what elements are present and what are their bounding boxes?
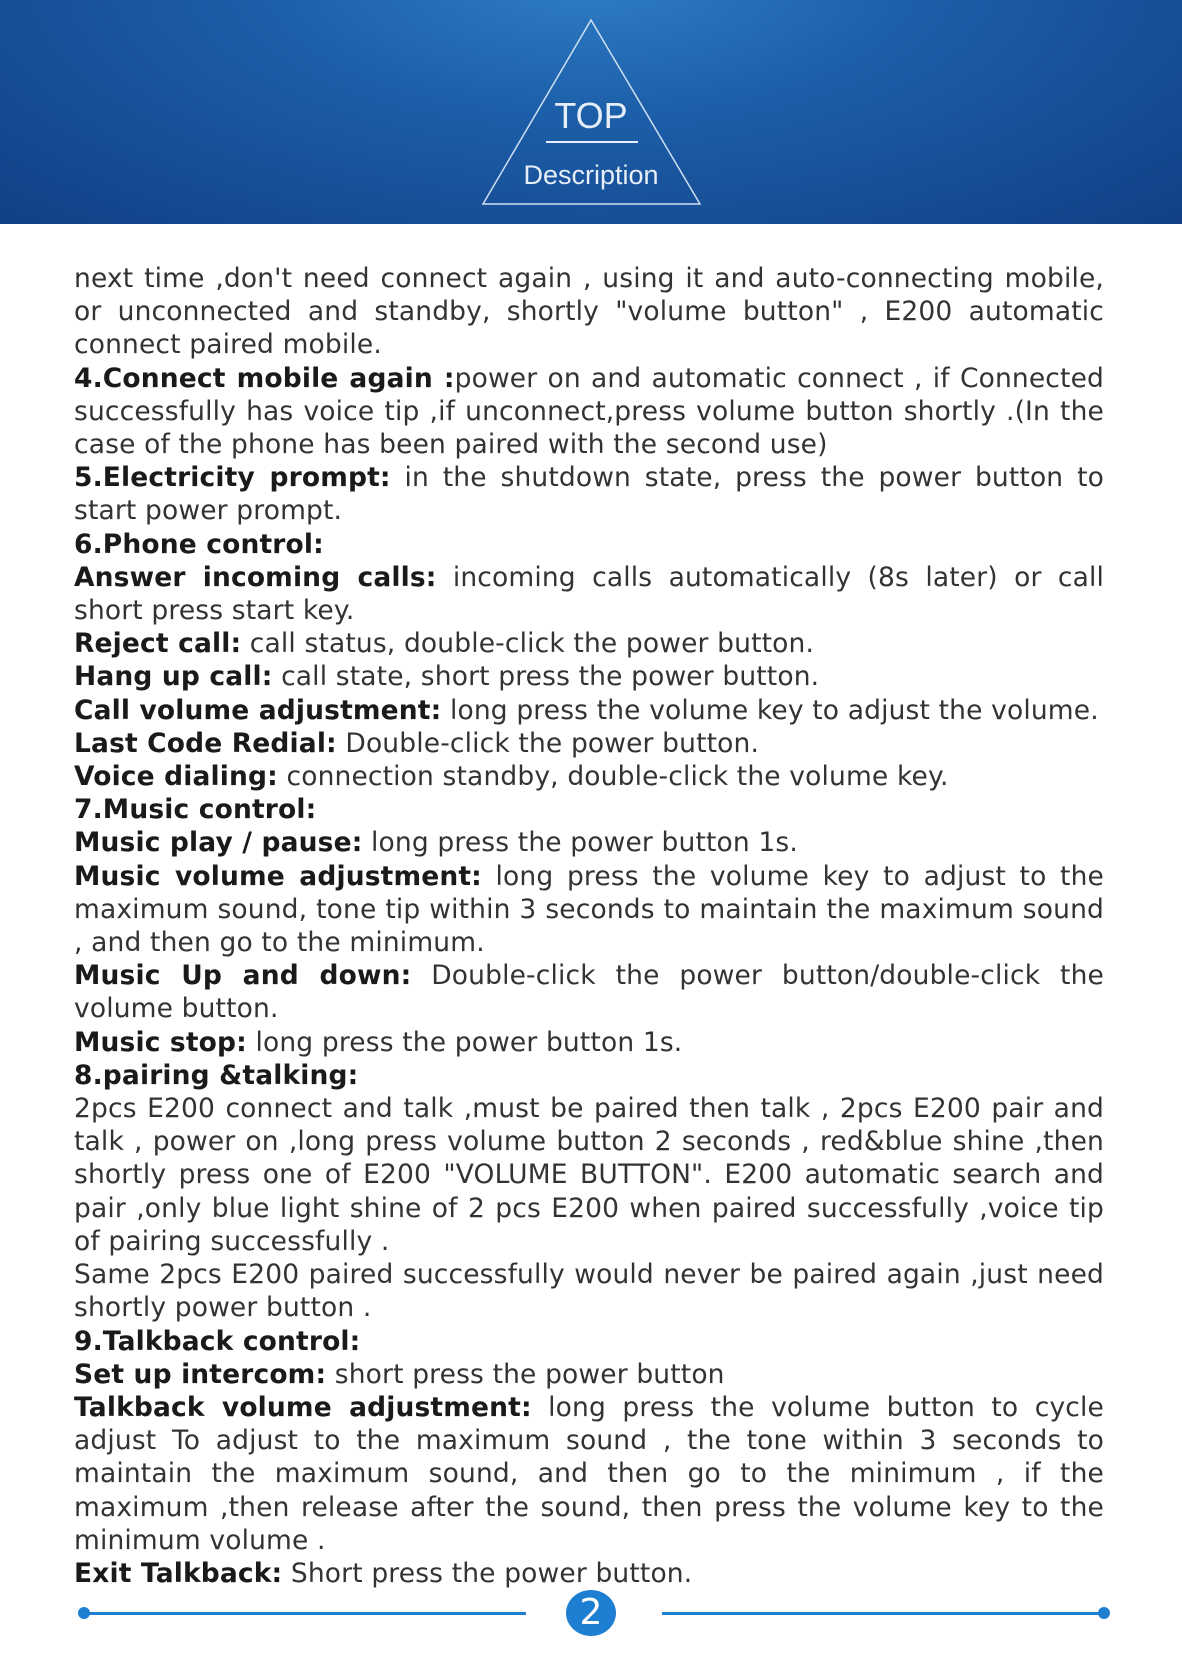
music-stop-item (74, 1026, 1104, 1059)
reject-call-item (74, 627, 1104, 660)
section-8-heading-text: 8.pairing &talking: (74, 1059, 359, 1091)
hang-up-text: call state, short press the power button. (272, 661, 820, 693)
reject-call-text: call status, double-click the power button. (241, 628, 815, 660)
voice-dialing-text: connection standby, double-click the volume key. (277, 761, 949, 793)
talkback-volume-label: Talkback volume adjustment: (74, 1391, 532, 1423)
footer-right-line (662, 1612, 1104, 1615)
top-description-badge (0, 0, 1182, 224)
music-updown-label: Music Up and down: (74, 960, 412, 992)
section-4-text: power on and automatic connect , if Connected successfully has voice tip ,if unconnect,press volume button shortly .(In the case of the phone has been paired with the second use) (74, 362, 1104, 461)
voice-dialing-item (74, 760, 1104, 793)
section-8-heading (74, 1059, 1104, 1092)
redial-item (74, 727, 1104, 760)
call-volume-text: long press the volume key to adjust the volume. (441, 694, 1099, 726)
footer-left-line (84, 1612, 526, 1615)
music-volume-label: Music volume adjustment: (74, 860, 482, 892)
set-intercom-label: Set up intercom: (74, 1358, 327, 1390)
section-5-text: in the shutdown state, press the power button to start power prompt. (74, 462, 1104, 527)
redial-text: Double-click the power button. (336, 727, 760, 759)
music-volume-text: long press the volume key to adjust to the maximum sound, tone tip within 3 seconds to maintain the maximum sound , and then go to the minimum. (74, 860, 1104, 959)
call-volume-item (74, 694, 1104, 727)
answer-calls-label: Answer incoming calls: (74, 561, 437, 593)
music-volume-item (74, 860, 1104, 960)
set-intercom-text: short press the power button (326, 1358, 725, 1390)
section-6-heading-text: 6.Phone control: (74, 528, 324, 560)
music-updown-text: Double-click the power button/double-click the volume button. (74, 960, 1104, 1025)
hang-up-item (74, 660, 1104, 693)
pairing-paragraph-1: 2pcs E200 connect and talk ,must be paired then talk , 2pcs E200 pair and talk , power on ,long press volume button 2 seconds , red&blue shine ,then shortly press one of E200 "VOLUME BUTTON". E200 automatic search and pair ,only blue light shine of 2 pcs E200 when paired successfully ,voice tip of pairing successfully . (74, 1093, 1104, 1257)
set-intercom-item (74, 1358, 1104, 1391)
page-number: 2 (566, 1590, 616, 1636)
section-5-paragraph (74, 461, 1104, 527)
redial-label: Last Code Redial: (74, 727, 337, 759)
exit-talkback-item (74, 1557, 1104, 1590)
music-updown-item (74, 959, 1104, 1025)
music-play-text: long press the power button 1s. (362, 827, 798, 859)
music-stop-text: long press the power button 1s. (246, 1026, 683, 1058)
section-9-heading (74, 1325, 1104, 1358)
section-7-heading (74, 793, 1104, 826)
pairing-paragraph-2: Same 2pcs E200 paired successfully would never be paired again ,just need shortly power button . (74, 1259, 1104, 1324)
footer-right-dot (1098, 1607, 1110, 1619)
badge-top-text: TOP (554, 95, 628, 136)
section-4-paragraph (74, 362, 1104, 462)
answer-calls-text: incoming calls automatically (8s later) or call short press start key. (74, 561, 1104, 627)
badge-description-text: Description (523, 160, 659, 190)
manual-body (74, 262, 1104, 1590)
section-6-heading (74, 528, 1104, 561)
header-banner (0, 0, 1182, 224)
exit-talkback-label: Exit Talkback: (74, 1557, 283, 1589)
voice-dialing-label: Voice dialing: (74, 761, 278, 793)
section-9-heading-text: 9.Talkback control: (74, 1325, 361, 1357)
call-volume-label: Call volume adjustment: (74, 694, 442, 726)
music-play-item (74, 826, 1104, 859)
music-stop-label: Music stop: (74, 1026, 247, 1058)
intro-paragraph: next time ,don't need connect again , using it and auto-connecting mobile, or unconnected and standby, shortly "volume button" , E200 automatic connect paired mobile. (74, 263, 1104, 361)
section-7-heading-text: 7.Music control: (74, 794, 317, 826)
hang-up-label: Hang up call: (74, 661, 273, 693)
music-play-label: Music play / pause: (74, 827, 363, 859)
reject-call-label: Reject call: (74, 628, 242, 660)
section-5-label: 5.Electricity prompt: (74, 462, 391, 494)
talkback-volume-item (74, 1391, 1104, 1557)
section-4-label: 4.Connect mobile again : (74, 362, 455, 394)
page-footer (0, 1590, 1182, 1636)
talkback-volume-text: long press the volume button to cycle adjust To adjust to the maximum sound , the tone within 3 seconds to maintain the maximum sound, and then go to the minimum , if the maximum ,then release after the sound, then press the volume key to the minimum volume . (74, 1391, 1104, 1556)
answer-calls-item (74, 561, 1104, 627)
exit-talkback-text: Short press the power button. (282, 1557, 693, 1589)
